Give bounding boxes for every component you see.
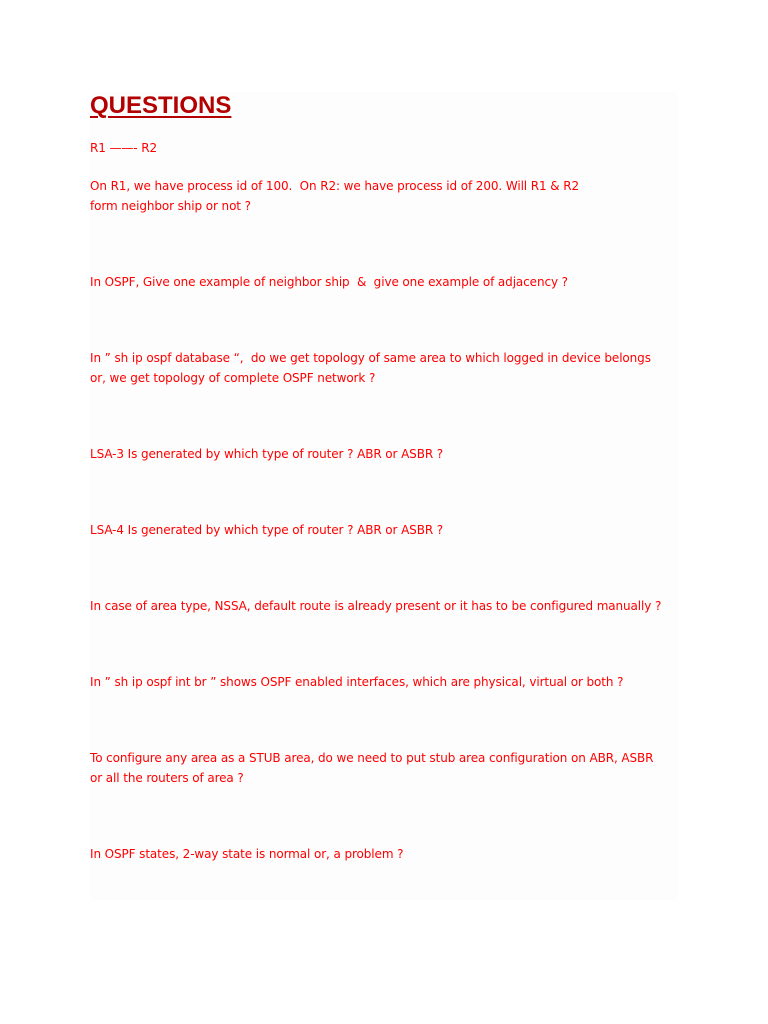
question-line: In ” sh ip ospf int br ” shows OSPF enabled interfaces, which are physical, virtual or both ? <box>90 675 624 689</box>
question-line: In OSPF states, 2-way state is normal or, a problem ? <box>90 847 404 861</box>
page-title: QUESTIONS <box>90 92 232 119</box>
question-line: In OSPF, Give one example of neighbor ship & give one example of adjacency ? <box>90 275 568 289</box>
question-line: LSA-3 Is generated by which type of router ? ABR or ASBR ? <box>90 447 444 461</box>
question-line: On R1, we have process id of 100. On R2: we have process id of 200. Will R1 & R2 <box>90 179 579 193</box>
question-line: or all the routers of area ? <box>90 771 244 785</box>
question-line: or, we get topology of complete OSPF network ? <box>90 371 376 385</box>
question-line: To configure any area as a STUB area, do we need to put stub area configuration on ABR, ASBR <box>90 751 654 765</box>
question-line: In ” sh ip ospf database “, do we get topology of same area to which logged in device belongs <box>90 351 651 365</box>
question-line: LSA-4 Is generated by which type of router ? ABR or ASBR ? <box>90 523 444 537</box>
question-line: R1 ——- R2 <box>90 141 158 155</box>
question-line: form neighbor ship or not ? <box>90 199 251 213</box>
question-line: In case of area type, NSSA, default route is already present or it has to be configured manually ? <box>90 599 662 613</box>
